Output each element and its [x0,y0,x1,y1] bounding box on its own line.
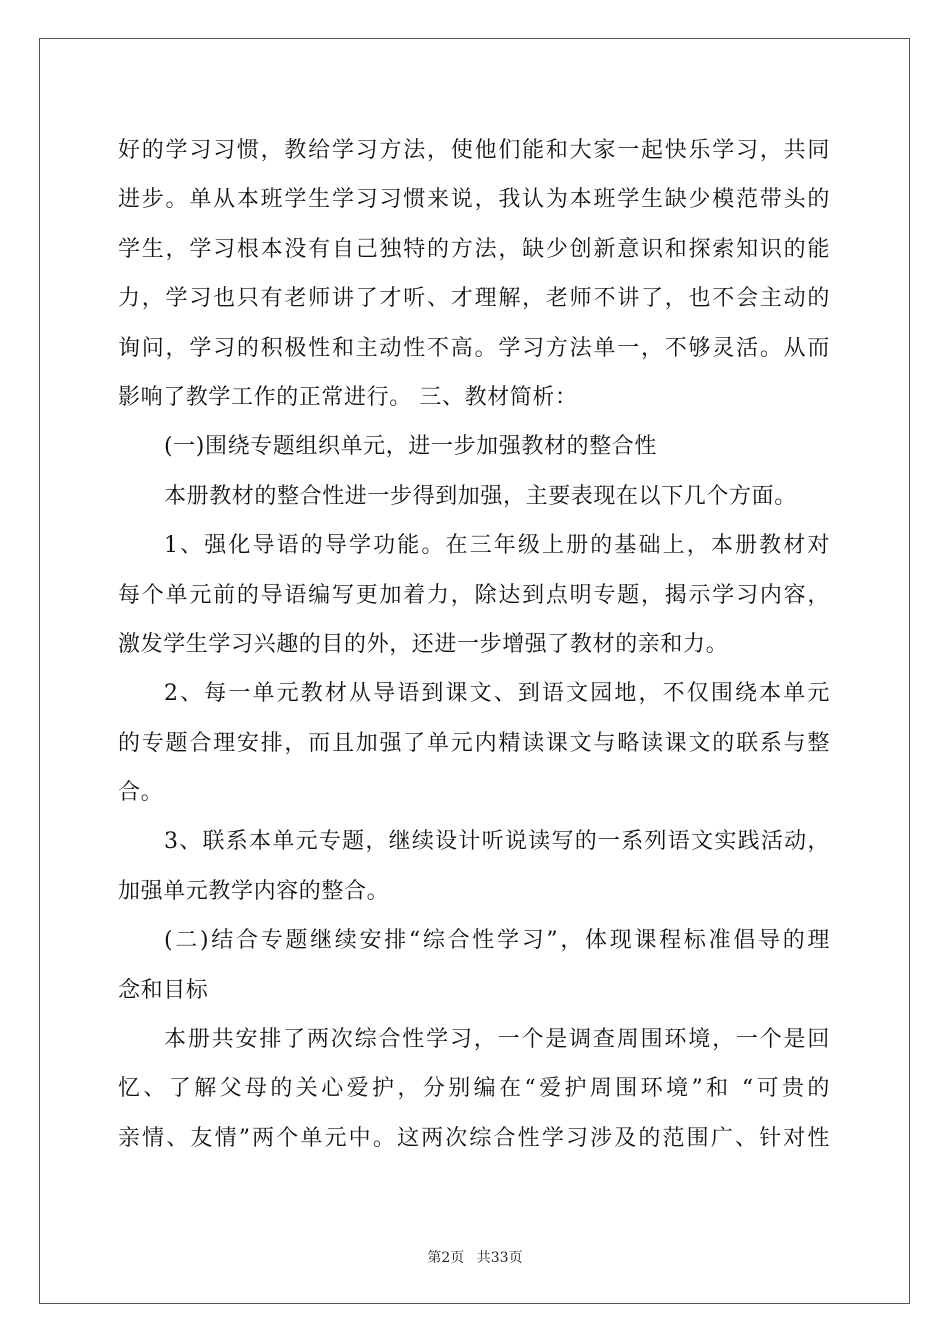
text-line: 影响了教学工作的正常进行。 三、教材简析： [118,384,578,410]
page-total: 共33页 [476,1250,523,1266]
page-number: 第2页 [427,1250,465,1266]
text-line: 好的学习习惯，教给学习方法，使他们能和大家一起快乐学习，共同 [118,138,830,163]
text-line: 合。 [118,780,164,806]
text-line: 每个单元前的导语编写更加着力，除达到点明专题，揭示学习内容， [118,582,830,608]
text-line: 1、强化导语的导学功能。在三年级上册的基础上，本册教材对 [164,533,830,559]
text-line: 激发学生学习兴趣的目的外，还进一步增强了教材的亲和力。 [118,631,729,657]
text-line: 本册教材的整合性进一步得到加强，主要表现在以下几个方面。 [164,483,797,509]
text-line: 学生，学习根本没有自己独特的方法，缺少创新意识和探索知识的能 [118,236,830,262]
text-line: 亲情、友情”两个单元中。这两次综合性学习涉及的范围广、针对性 [118,1125,830,1151]
text-line: 力，学习也只有老师讲了才听、才理解，老师不讲了，也不会主动的 [118,286,830,312]
page-footer [0,1247,950,1267]
text-line: 本册共安排了两次综合性学习，一个是调查周围环境，一个是回 [164,1027,830,1053]
text-line: 询问，学习的积极性和主动性不高。学习方法单一，不够灵活。从而 [118,335,830,361]
text-line: 的专题合理安排，而且加强了单元内精读课文与略读课文的联系与整 [118,730,830,756]
text-line: 忆、了解父母的关心爱护，分别编在“爱护周围环境”和 “可贵的 [118,1076,830,1102]
text-line: 2、每一单元教材从导语到课文、到语文园地，不仅围绕本单元 [164,681,830,707]
text-line: 3、联系本单元专题，继续设计听说读写的一系列语文实践活动， [164,829,830,855]
text-line: 加强单元教学内容的整合。 [118,878,390,904]
section-heading: (二)结合专题继续安排“综合性学习”，体现课程标准倡导的理 [164,928,830,954]
document-body [118,126,830,1163]
section-heading: (一)围绕专题组织单元，进一步加强教材的整合性 [164,434,657,460]
text-line: 进步。单从本班学生学习习惯来说，我认为本班学生缺少模范带头的 [118,187,830,213]
section-heading: 念和目标 [118,977,209,1003]
